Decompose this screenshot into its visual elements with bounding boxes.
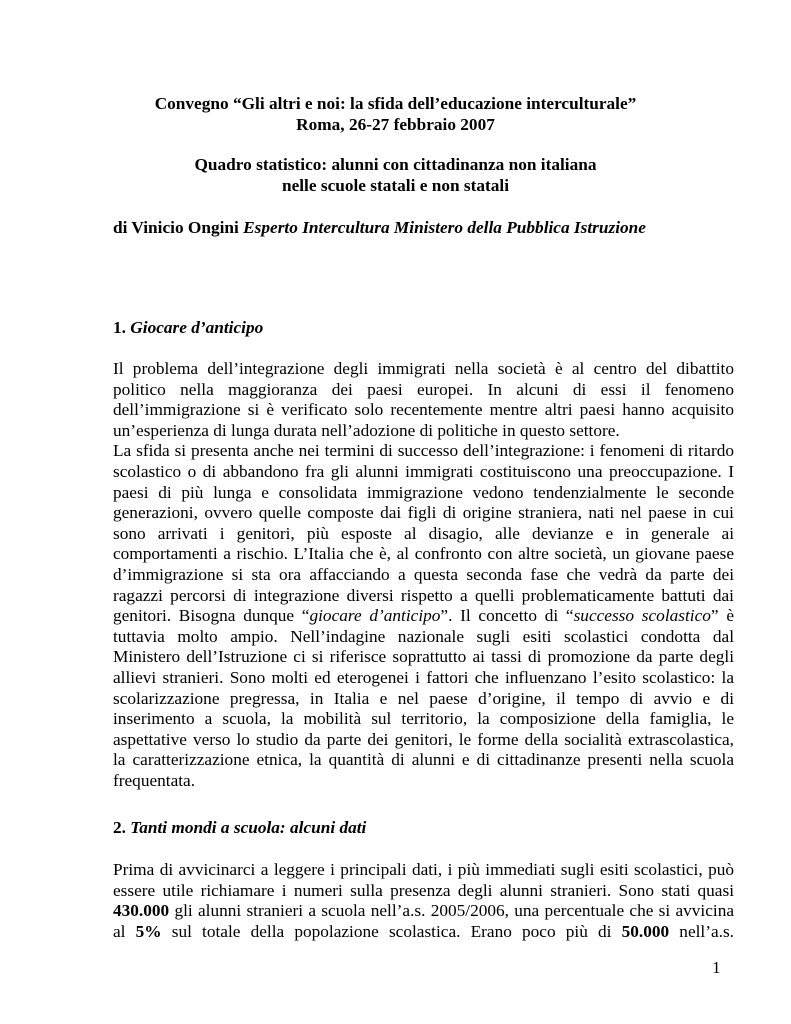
- text-line: [113, 359, 734, 380]
- text-run: aspettative verso lo studio da parte dei genitori, le forme della socialità extrascolastica,: [113, 729, 734, 749]
- text-line: [113, 483, 734, 504]
- text-run: allievi stranieri. Sono molti ed eterogenei i fattori che influenzano l’esito scolastico: la: [113, 667, 734, 687]
- text-line: [113, 771, 734, 792]
- page-number: 1: [712, 958, 721, 977]
- text-line: [113, 709, 734, 730]
- document-subtitle-line1: Quadro statistico: alunni con cittadinanza non italiana: [194, 155, 597, 174]
- conference-date: Roma, 26-27 febbraio 2007: [296, 115, 495, 134]
- text-run: ” è: [710, 606, 734, 626]
- text-run: al: [113, 921, 136, 941]
- text-line: [113, 462, 734, 483]
- text-line: [113, 668, 734, 689]
- text-line: [113, 503, 734, 524]
- italic-text: successo scolastico: [573, 606, 711, 626]
- text-line: [113, 730, 734, 751]
- text-line: [113, 524, 734, 545]
- bold-text: 50.000: [621, 921, 670, 941]
- text-line: [113, 689, 734, 710]
- text-run: nell’a.s.: [669, 921, 735, 941]
- text-run: Il problema dell’integrazione degli immigrati nella società è al centro del dibattito: [113, 359, 734, 378]
- section-2-body: [113, 860, 734, 942]
- text-run: La sfida si presenta anche nei termini di successo dell’integrazione: i fenomeni di ritardo: [113, 441, 734, 461]
- text-line: [113, 901, 734, 922]
- author-name: di Vinicio Ongini: [113, 218, 244, 237]
- document-subtitle-line2: nelle scuole statali e non statali: [281, 176, 510, 195]
- section-number: 1.: [113, 318, 131, 337]
- section-1-heading: [113, 318, 734, 339]
- section-1-body: [113, 359, 734, 791]
- text-run: frequentata.: [113, 770, 196, 790]
- text-run: tuttavia molto ampio. Nell’indagine nazionale sugli esiti scolastici condotta dal: [113, 626, 734, 646]
- text-line: [113, 586, 734, 607]
- text-line: [113, 860, 734, 881]
- text-run: scolarizzazione pregressa, in Italia e nel paese d’origine, il tempo di avvio e di: [113, 688, 734, 708]
- text-run: paesi di più lunga e consolidata immigrazione vedono tendenzialmente le seconde: [113, 482, 734, 502]
- text-run: gli alunni stranieri a scuola nell’a.s. 2005/2006, una percentuale che si avvicina: [169, 901, 734, 921]
- text-line: [113, 400, 734, 421]
- section-title: Tanti mondi a scuola: alcuni dati: [130, 818, 367, 837]
- text-run: sul totale della popolazione scolastica. Erano poco più di: [161, 921, 622, 941]
- text-line: [113, 380, 734, 401]
- italic-text: giocare d’anticipo: [309, 606, 441, 626]
- text-line: [113, 421, 734, 442]
- text-run: Prima di avvicinarci a leggere i principali dati, i più immediati sugli esiti scolastici, può: [113, 860, 734, 879]
- section-title: Giocare d’anticipo: [130, 318, 264, 337]
- text-run: la caratterizzazione etnica, la quantità di alunni e di cittadinanze presenti nella scuola: [113, 750, 734, 770]
- text-run: scolastico o di abbandono fra gli alunni immigrati costituiscono una preoccupazione. I: [113, 461, 734, 481]
- text-run: inserimento a scuola, la mobilità sul territorio, la composizione della famiglia, le: [113, 709, 734, 729]
- text-run: genitori. Bisogna dunque “: [113, 606, 310, 626]
- text-line: [113, 922, 734, 943]
- section-2-heading: [113, 818, 734, 839]
- text-line: [113, 544, 734, 565]
- conference-title: Convegno “Gli altri e noi: la sfida dell’educazione interculturale”: [154, 94, 637, 113]
- bold-text: 5%: [135, 921, 162, 941]
- text-line: [113, 750, 734, 771]
- section-number: 2.: [113, 818, 131, 837]
- text-line: [113, 881, 734, 902]
- text-run: ragazzi percorsi di integrazione diversi rispetto a quelli problematicamente battuti dai: [113, 585, 734, 605]
- text-line: [113, 627, 734, 648]
- text-run: sono arrivati i genitori, più esposte al disagio, alle devianze e in generale ai: [113, 523, 734, 543]
- text-run: d’immigrazione si sta ora affacciando a questa seconda fase che vedrà da parte dei: [113, 564, 734, 584]
- text-run: ”. Il concetto di “: [440, 606, 574, 626]
- text-run: dell’immigrazione si è verificato solo recentemente mentre altri paesi hanno acquisito: [113, 400, 734, 420]
- text-run: generazioni, ovvero quelle composte dai figli di origine straniera, nati nel paese in cui: [113, 503, 734, 523]
- text-run: Ministero dell’Istruzione ci si riferisce soprattutto ai tassi di promozione da parte degli: [113, 647, 734, 667]
- text-line: [113, 441, 734, 462]
- text-run: essere utile richiamare i numeri sulla presenza degli alunni stranieri. Sono stati quasi: [113, 880, 734, 900]
- text-line: [113, 647, 734, 668]
- text-run: politico nella maggioranza dei paesi europei. In alcuni di essi il fenomeno: [113, 379, 734, 399]
- bold-text: 430.000: [113, 901, 170, 921]
- text-run: comportamenti a rischio. L’Italia che è, al confronto con altre società, un giovane paese: [113, 544, 734, 564]
- author-role: Esperto Intercultura Ministero della Pubblica Istruzione: [243, 218, 646, 237]
- text-run: un’esperienza di lunga durata nell’adozione di politiche in questo settore.: [113, 420, 620, 440]
- text-line: [113, 565, 734, 586]
- author-line: [113, 218, 734, 239]
- text-line: [113, 606, 734, 627]
